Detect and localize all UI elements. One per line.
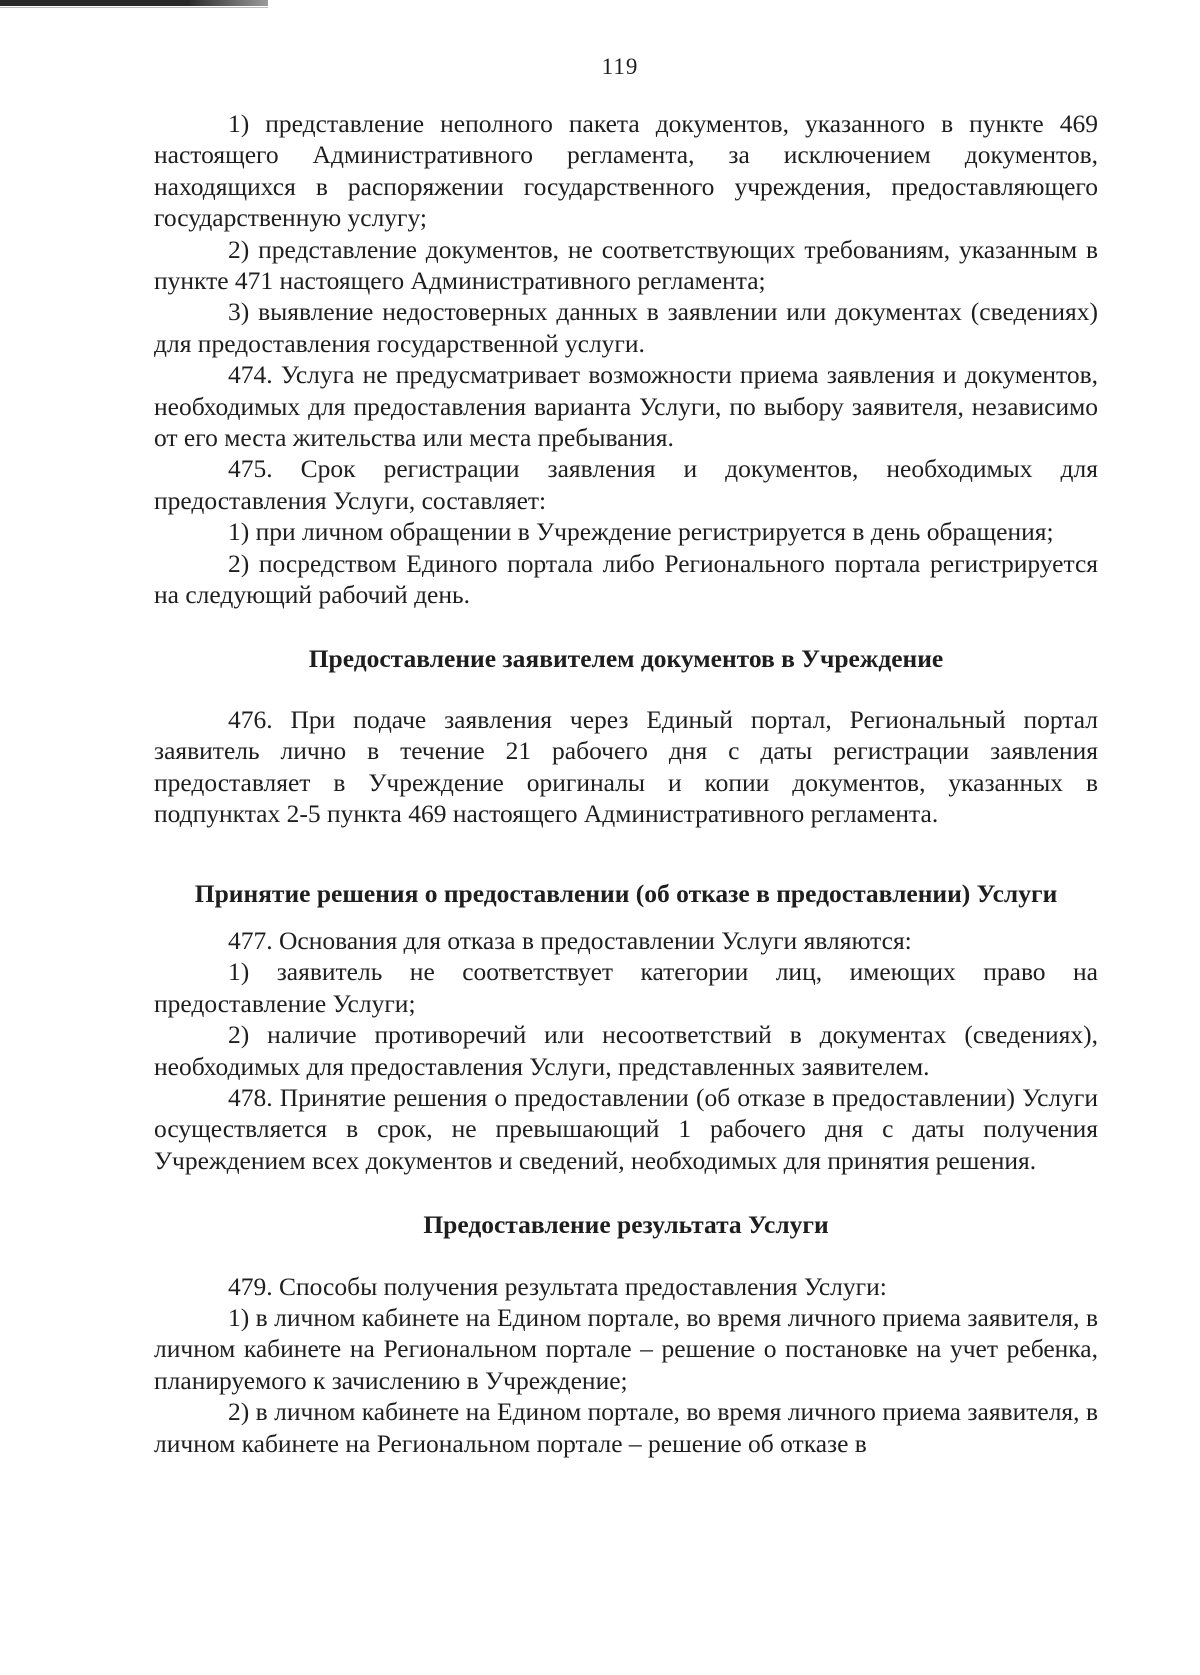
paragraph-item-3-unreliable-data: 3) выявление недостоверных данных в заявлении или документах (сведениях) для предоставления государственной услуги. bbox=[154, 297, 1098, 358]
paragraph-477-item-2: 2) наличие противоречий или несоответствий в документах (сведениях), необходимых для предоставления Услуги, представленных заявителем. bbox=[154, 1020, 1098, 1081]
paragraph-475: 475. Срок регистрации заявления и документов, необходимых для предоставления Услуги, составляет: bbox=[154, 454, 1098, 515]
paragraph-475-item-2: 2) посредством Единого портала либо Регионального портала регистрируется на следующий рабочий день. bbox=[154, 548, 1098, 610]
paragraph-475-item-1: 1) при личном обращении в Учреждение регистрируется в день обращения; bbox=[228, 517, 1054, 547]
document-body bbox=[154, 108, 1098, 1459]
paragraph-479-item-2: 2) в личном кабинете на Едином портале, во время личного приема заявителя, в личном кабинете на Региональном портале – решение об отказе в bbox=[154, 1397, 1098, 1458]
paragraph-item-1-incomplete-package: 1) представление неполного пакета документов, указанного в пункте 469 настоящего Административного регламента, за исключением документов, находящихся в распоряжении государственного учреждения, предоставляющего государственную услугу; bbox=[154, 109, 1098, 233]
scan-edge-mark bbox=[0, 0, 268, 6]
paragraph-item-2-nonconforming-docs: 2) представление документов, не соответствующих требованиям, указанным в пункте 471 настоящего Административного регламента; bbox=[154, 234, 1098, 296]
paragraph-479-item-1: 1) в личном кабинете на Едином портале, во время личного приема заявителя, в личном кабинете на Региональном портале – решение о постановке на учет ребенка, планируемого к зачислению в Учреждение; bbox=[154, 1303, 1098, 1395]
spacer bbox=[154, 1176, 1098, 1209]
spacer bbox=[154, 611, 1098, 643]
spacer bbox=[154, 1241, 1098, 1271]
section-heading-result: Предоставление результата Услуги bbox=[423, 1210, 829, 1240]
spacer bbox=[154, 674, 1098, 704]
spacer bbox=[154, 830, 1098, 878]
spacer bbox=[154, 909, 1098, 925]
paragraph-474: 474. Услуга не предусматривает возможности приема заявления и документов, необходимых для предоставления варианта Услуги, по выбору заявителя, независимо от его места жительства или места пребывания. bbox=[154, 360, 1098, 453]
paragraph-477: 477. Основания для отказа в предоставлении Услуги являются: bbox=[228, 925, 912, 955]
paragraph-477-item-1: 1) заявитель не соответствует категории лиц, имеющих право на предоставление Услуги; bbox=[154, 957, 1098, 1018]
paragraph-476: 476. При подаче заявления через Единый портал, Региональный портал заявитель лично в течение 21 рабочего дня с даты регистрации заявления предоставляет в Учреждение оригиналы и копии документов, указанных в подпунктах 2-5 пункта 469 настоящего Административного регламента. bbox=[154, 704, 1098, 829]
paragraph-478: 478. Принятие решения о предоставлении (об отказе в предоставлении) Услуги осуществляется в срок, не превышающий 1 рабочего дня с даты получения Учреждением всех документов и сведений, необходимых для принятия решения. bbox=[154, 1082, 1098, 1175]
page-number: 119 bbox=[601, 54, 639, 79]
scan-edge-line bbox=[0, 7, 268, 8]
section-heading-decision: Принятие решения о предоставлении (об отказе в предоставлении) Услуги bbox=[194, 878, 1058, 908]
paragraph-479: 479. Способы получения результата предоставления Услуги: bbox=[228, 1271, 887, 1301]
section-heading-documents-submission: Предоставление заявителем документов в Учреждение bbox=[308, 643, 944, 673]
